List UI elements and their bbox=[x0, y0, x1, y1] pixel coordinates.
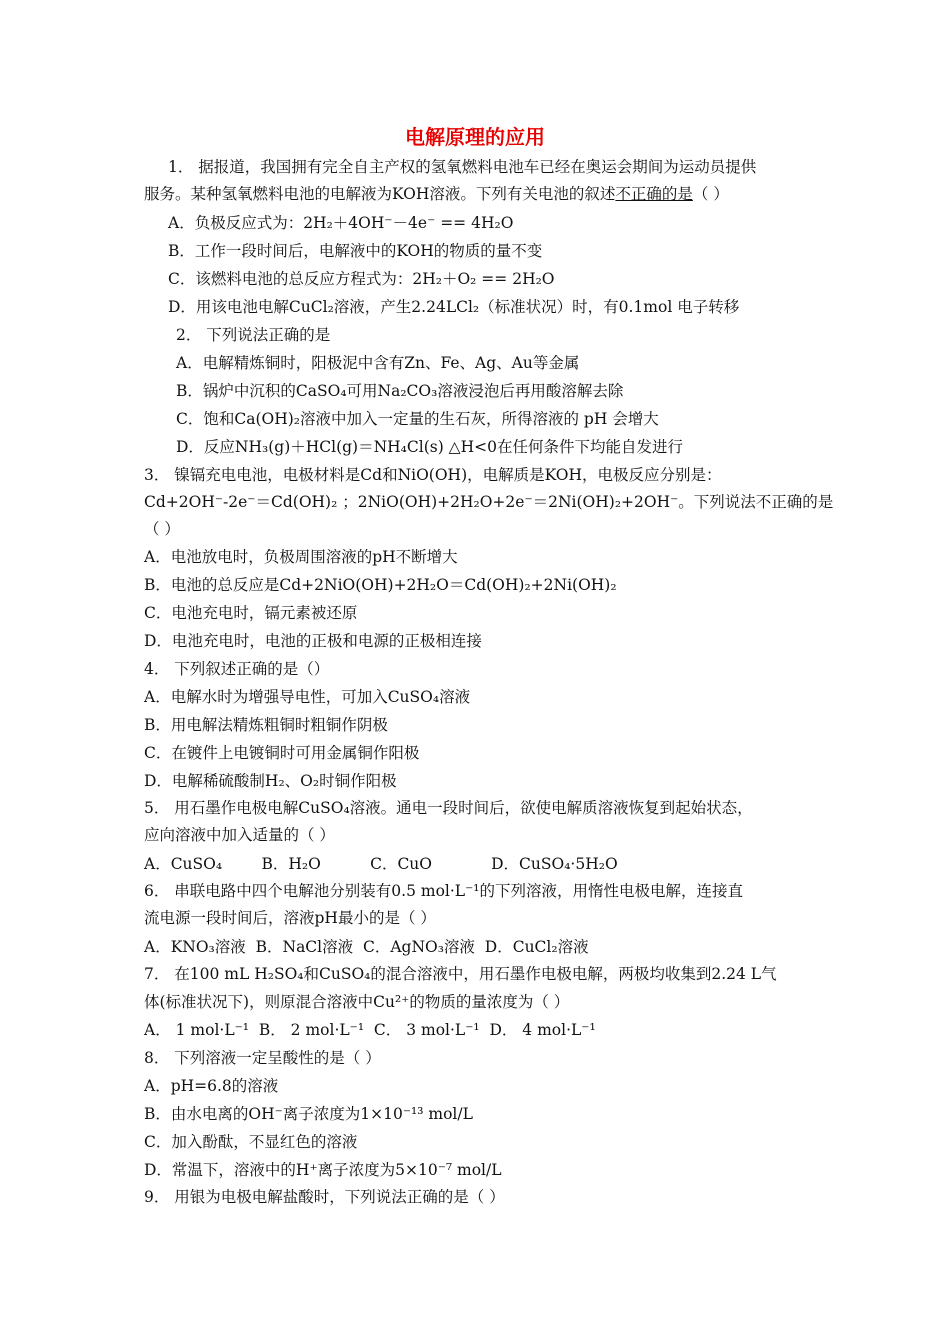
q1-stem-line2 bbox=[144, 183, 729, 205]
q3-stem-line2: Cd+2OH⁻-2e⁻＝Cd(OH)₂ ；2NiO(OH)+2H₂O+2e⁻＝2Ni(OH)₂+2OH⁻。下列说法不正确的是 bbox=[144, 493, 834, 511]
q4-stem: 4． 下列叙述正确的是（） bbox=[144, 660, 330, 678]
q8-option-a: A．pH=6.8的溶液 bbox=[144, 1077, 279, 1095]
q2-option-a: A．电解精炼铜时，阳极泥中含有Zn、Fe、Ag、Au等金属 bbox=[176, 354, 580, 372]
q3-stem-line3: （ ） bbox=[144, 520, 180, 538]
q4-option-c: C．在镀件上电镀铜时可用金属铜作阳极 bbox=[144, 744, 420, 762]
q3-option-a: A．电池放电时，负极周围溶液的pH不断增大 bbox=[144, 548, 458, 566]
q1-option-a: A．负极反应式为：2H₂＋4OH⁻－4e⁻ == 4H₂O bbox=[168, 214, 514, 232]
q1-stem-underlined: 不正确的是 bbox=[615, 185, 693, 203]
q5-stem-line1: 5． 用石墨作电极电解CuSO₄溶液。通电一段时间后，欲使电解质溶液恢复到起始状态， bbox=[144, 799, 753, 817]
q3-stem-line1: 3． 镍镉充电电池，电极材料是Cd和NiO(OH)，电解质是KOH，电极反应分别是： bbox=[144, 466, 722, 484]
q7-options: A． 1 mol·L⁻¹ B． 2 mol·L⁻¹ C． 3 mol·L⁻¹ D． 4 mol·L⁻¹ bbox=[144, 1021, 596, 1039]
q6-stem-line2: 流电源一段时间后，溶液pH最小的是（ ） bbox=[144, 909, 436, 927]
q8-option-d: D．常温下，溶液中的H⁺离子浓度为5×10⁻⁷ mol/L bbox=[144, 1161, 502, 1179]
q7-stem-line2: 体(标准状况下)，则原混合溶液中Cu²⁺的物质的量浓度为（ ） bbox=[144, 993, 570, 1011]
q3-option-b: B．电池的总反应是Cd+2NiO(OH)+2H₂O＝Cd(OH)₂+2Ni(OH)₂ bbox=[144, 576, 617, 594]
q8-option-b: B．由水电离的OH⁻离子浓度为1×10⁻¹³ mol/L bbox=[144, 1105, 473, 1123]
q9-stem: 9． 用银为电极电解盐酸时，下列说法正确的是（ ） bbox=[144, 1188, 505, 1206]
q1-stem-bracket: （ ） bbox=[692, 185, 729, 203]
q2-option-b: B．锅炉中沉积的CaSO₄可用Na₂CO₃溶液浸泡后再用酸溶解去除 bbox=[176, 382, 624, 400]
q1-stem-text: 服务。某种氢氧燃料电池的电解液为KOH溶液。下列有关电池的叙述 bbox=[144, 185, 616, 203]
q4-option-b: B．用电解法精炼粗铜时粗铜作阴极 bbox=[144, 716, 388, 734]
q2-option-d: D．反应NH₃(g)＋HCl(g)＝NH₄Cl(s) △H<0在任何条件下均能自发进行 bbox=[176, 438, 683, 456]
q3-option-c: C．电池充电时，镉元素被还原 bbox=[144, 604, 358, 622]
q8-option-c: C．加入酚酞，不显红色的溶液 bbox=[144, 1133, 358, 1151]
q1-option-d: D．用该电池电解CuCl₂溶液，产生2.24LCl₂（标准状况）时，有0.1mol 电子转移 bbox=[168, 298, 740, 316]
q4-option-a: A．电解水时为增强导电性，可加入CuSO₄溶液 bbox=[144, 688, 471, 706]
q1-option-b: B．工作一段时间后，电解液中的KOH的物质的量不变 bbox=[168, 242, 543, 260]
q7-stem-line1: 7． 在100 mL H₂SO₄和CuSO₄的混合溶液中，用石墨作电极电解，两极均收集到2.24 L气 bbox=[144, 965, 777, 983]
q4-option-d: D．电解稀硫酸制H₂、O₂时铜作阳极 bbox=[144, 772, 397, 790]
page-title: 电解原理的应用 bbox=[405, 125, 545, 149]
q2-stem: 2． 下列说法正确的是 bbox=[176, 326, 331, 344]
q6-stem-line1: 6． 串联电路中四个电解池分别装有0.5 mol·L⁻¹的下列溶液，用惰性电极电解，连接直 bbox=[144, 882, 743, 900]
q8-stem: 8． 下列溶液一定呈酸性的是（ ） bbox=[144, 1049, 381, 1067]
q3-option-d: D．电池充电时，电池的正极和电源的正极相连接 bbox=[144, 632, 482, 650]
q2-option-c: C．饱和Ca(OH)₂溶液中加入一定量的生石灰，所得溶液的 pH 会增大 bbox=[176, 410, 659, 428]
q6-options: A．KNO₃溶液 B．NaCl溶液 C．AgNO₃溶液 D．CuCl₂溶液 bbox=[144, 938, 589, 956]
q5-stem-line2: 应向溶液中加入适量的（ ） bbox=[144, 826, 335, 844]
q1-option-c: C．该燃料电池的总反应方程式为：2H₂＋O₂ == 2H₂O bbox=[168, 270, 555, 288]
q1-stem-line1: 1． 据报道，我国拥有完全自主产权的氢氧燃料电池车已经在奥运会期间为运动员提供 bbox=[168, 158, 757, 176]
q5-options: A．CuSO₄ B．H₂O C．CuO D．CuSO₄·5H₂O bbox=[144, 855, 618, 873]
